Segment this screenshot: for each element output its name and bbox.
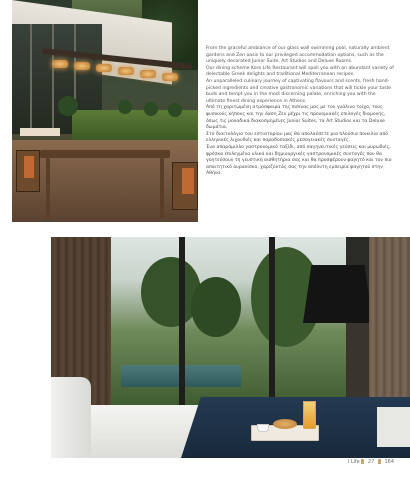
- page-folio: [348, 459, 396, 465]
- potted-plant: [58, 96, 78, 116]
- paragraph-gr: Στο διαιτολόγιο του εστιατορίου μας θα απολαύσετε μια πλούσια ποικιλία από ελληνικές λιχουδιές και παραδοσιακές μεσογειακές συνταγές.: [206, 131, 389, 144]
- tree: [191, 277, 241, 337]
- window-mullion: [179, 237, 185, 407]
- bedroom-photo: [51, 237, 410, 458]
- potted-plant: [118, 100, 132, 114]
- article-text: [206, 46, 394, 178]
- pendant-lamp: [52, 60, 68, 68]
- paragraph-gr: Ένα απαράμιλλο γαστρονομικό ταξίδι, από σαγηνευτικές γεύσεις και μυρωδιές, φρέσκα επιλεγμένα υλικά και δημιουργικές γαστρονομικές συνταγές που θα γοητεύσουν τη γευστική αισθητήρια σας και θα προσφέρουν φαγητό και τον πιο απαιτητικό ουρανίσκο, χαρίζοντάς σας την απόλυτη εμπειρία φαγητού στην Αθήνα.: [206, 144, 392, 177]
- folio-page-left: 27: [367, 459, 375, 465]
- pendant-lamp: [118, 67, 134, 75]
- folio-section: I Life: [347, 459, 360, 465]
- folio-divider: [378, 459, 381, 464]
- potted-plant: [168, 103, 182, 117]
- table-leg: [160, 158, 164, 218]
- tablecloth: [20, 128, 60, 136]
- side-table: [377, 407, 410, 447]
- paragraph-en: Our dining scheme Kore Life Restaurant will spoil you with an abundant variety of delectable Greek delights and traditional Mediterranean recipes.: [206, 65, 394, 78]
- folio-page-right: 164: [384, 459, 394, 465]
- dining-table: [40, 150, 170, 158]
- cup: [257, 424, 269, 432]
- folio-divider: [361, 459, 364, 464]
- chair-cushion: [182, 168, 194, 194]
- lamp-shade: [303, 265, 373, 323]
- pendant-lamp: [162, 73, 178, 81]
- window-mullion: [269, 237, 275, 407]
- table-leg: [46, 158, 50, 218]
- restaurant-terrace-photo: [12, 0, 198, 222]
- paragraph-gr: Από τη χαριτωμένη ατμόσφαιρα της πισίνας μας με τον γυάλινο τοίχο, τους φυσικούς κήπους και την όαση Ζεν μέχρι τις προνομιακές επιλογές διαμονής, όπως τις μοναδικά διακοσμημένες Junior Suites, τα Art Studios και τα Deluxe δωμάτια.: [206, 105, 386, 131]
- potted-plant: [144, 102, 158, 116]
- paragraph-en: From the graceful ambiance of our glass wall swimming pool, naturally ambient gardens and Zen oasis to our privileged accommodation options, such as the uniquely decorated Junior Suite, Art Studios and Deluxe Rooms.: [206, 46, 390, 65]
- paragraph-en: An unparalleled culinary journey of captivating flavours and scents, fresh hand-picked ingredients and creative gastronomic variations that will tickle your taste buds and tempt you in the most discerning palate, enriching you with the ultimate finest dining experience in Athens.: [206, 78, 392, 104]
- croissant: [273, 419, 297, 429]
- chair-cushion: [24, 156, 34, 178]
- pendant-lamp: [96, 64, 112, 72]
- pendant-lamp: [74, 62, 90, 70]
- pendant-lamp: [140, 70, 156, 78]
- pillow: [51, 377, 91, 458]
- juice-glass: [303, 401, 316, 429]
